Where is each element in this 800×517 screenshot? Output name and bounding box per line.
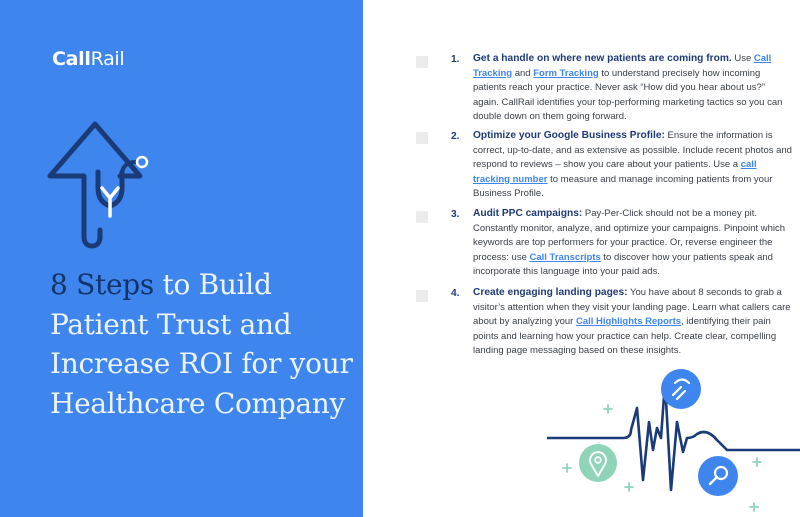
location-pin-icon [579, 444, 617, 482]
headline-highlight: 8 Steps [50, 268, 154, 301]
step-number: 2. [451, 131, 460, 142]
call-transcripts-link[interactable]: Call Transcripts [529, 251, 601, 263]
step-checkbox[interactable] [416, 290, 428, 302]
callrail-logo: CallRail [52, 48, 125, 70]
step-heading: Create engaging landing pages: [473, 287, 628, 298]
step-number: 3. [451, 209, 460, 220]
magnet-icon [661, 369, 701, 409]
headline-rest: to Build Patient Trust and Increase ROI for your Healthcare Company [50, 268, 353, 420]
form-tracking-link[interactable]: Form Tracking [533, 67, 599, 79]
page-headline [50, 265, 360, 423]
call-tracking-link[interactable]: Call Tracking [473, 53, 772, 79]
step-text: Optimize your Google Business Profile: Ensure the information is correct, up-to-date, and as extensive as possible. Include recent photos and respond to reviews – show you care about your patients. Use a call tracking number to measure and manage incoming patients from your Business Profile. [473, 130, 792, 200]
call-tracking-number-link[interactable]: call tracking number [473, 159, 757, 185]
step-checkbox[interactable] [416, 56, 428, 68]
step-number: 4. [451, 288, 460, 299]
step-text: Get a handle on where new patients are coming from. Use Call Tracking and Form Tracking to understand precisely how incoming patients reach your practice. Never ask “How did you hear about us?” again. CallRail identifies your top-performing marketing tactics so you can double down on them going forward. [473, 53, 783, 123]
step-text: Create engaging landing pages: You have about 8 seconds to grab a visitor’s attention when they visit your landing page. Learn what callers care about by analyzing your Call Highlights Reports, identifying their pain points and learning how your practice can help. Create clear, compelling landing page messaging based on these insights. [473, 287, 791, 357]
step-heading: Optimize your Google Business Profile: [473, 130, 665, 141]
step-heading: Get a handle on where new patients are coming from. [473, 53, 732, 64]
step-checkbox[interactable] [416, 211, 428, 223]
step-heading: Audit PPC campaigns: [473, 208, 583, 219]
step-number: 1. [451, 54, 460, 65]
cover-panel [0, 0, 363, 517]
call-highlights-reports-link[interactable]: Call Highlights Reports [575, 316, 682, 328]
house-stethoscope-icon [40, 118, 160, 253]
search-icon [698, 456, 738, 496]
step-text: Audit PPC campaigns: Pay-Per-Click should not be a money pit. Constantly monitor, analyze, and optimize your campaigns. Pinpoint which keywords are top performers for your practice. Or, reverse engineer the process: use Call Transcripts to discover how your patients speak and incorporate this language into your paid ads. [473, 208, 786, 278]
step-checkbox[interactable] [416, 132, 428, 144]
heartbeat-illustration [547, 368, 800, 517]
